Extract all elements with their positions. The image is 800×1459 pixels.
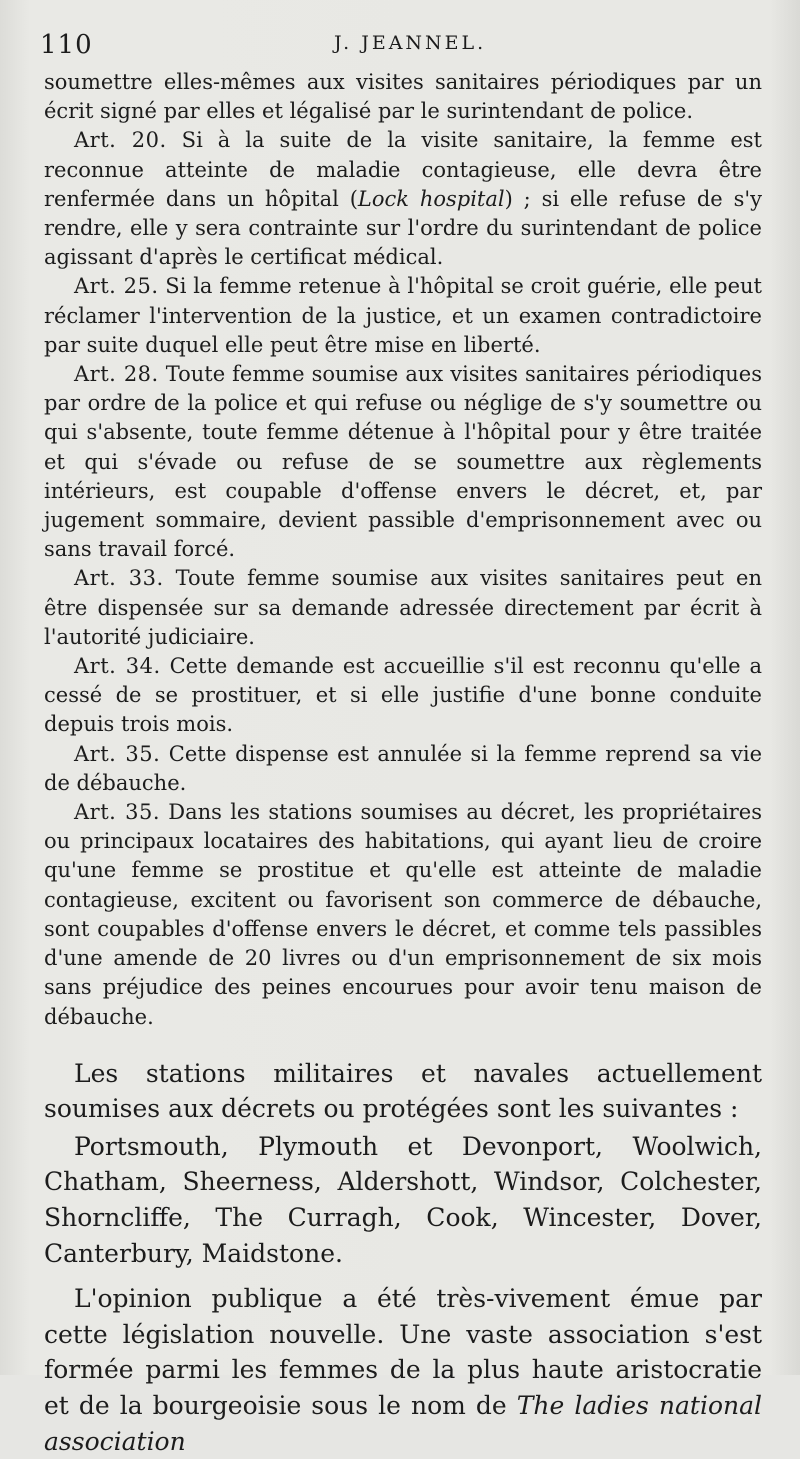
article-25	[44, 272, 762, 360]
article-35b	[44, 798, 762, 1032]
article-text: Si à la suite de la visite sanitaire, la femme est reconnue atteinte de maladie contagieuse, elle devra être renfermée dans un hôpital (	[44, 128, 762, 211]
opinion-paragraph	[44, 1281, 762, 1459]
article-text: Cette demande est accueillie s'il est reconnu qu'elle a cessé de se prostituer, et si elle justifie d'une bonne conduite depuis trois mois.	[44, 654, 762, 737]
commentary	[44, 1056, 762, 1459]
article-label: Art. 34.	[74, 654, 161, 679]
article-italic-term: Lock hospital	[357, 186, 505, 211]
association-name: The ladies national association	[44, 1391, 762, 1456]
article-label: Art. 28.	[74, 362, 159, 387]
article-28	[44, 360, 762, 564]
article-34	[44, 652, 762, 740]
article-text: Cette dispense est annulée si la femme reprend sa vie de débauche.	[44, 741, 763, 795]
article-33	[44, 564, 762, 652]
article-text: Si la femme retenue à l'hôpital se croit guérie, elle peut réclamer l'intervention de la justice, et un examen contradictoire par suite duquel elle peut être mise en liberté.	[44, 274, 762, 357]
article-text: Toute femme soumise aux visites sanitaires peut en être dispensée sur sa demande adressée directement par écrit à l'autorité judiciaire.	[44, 566, 763, 649]
article-label: Art. 35.	[74, 800, 160, 825]
article-label: Art. 25.	[74, 274, 159, 299]
article-35a	[44, 740, 762, 798]
article-text: Dans les stations soumises au décret, les propriétaires ou principaux locataires des habitations, qui ayant lieu de croire qu'une femme se prostitue et qu'elle est atteinte de maladie contagieuse, excitent ou favorisent son commerce de débauche, sont coupables d'offense envers le décret, et comme tels passibles d'une amende de 20 livres ou d'un emprisonnement de six mois sans préjudice des peines encourues pour avoir tenu maison de débauche.	[44, 800, 762, 1029]
continuation-paragraph: soumettre elles-mêmes aux visites sanitaires périodiques par un écrit signé par elles et légalisé par le surintendant de police.	[44, 70, 762, 124]
article-label: Art. 33.	[74, 566, 164, 591]
article-label: Art. 20.	[74, 128, 167, 153]
article-text-after: ) ; si elle refuse de s'y rendre, elle y sera contrainte sur l'ordre du surintendant de police agissant d'après le certificat médical.	[44, 186, 762, 270]
stations-intro: Les stations militaires et navales actuellement soumises aux décrets ou protégées sont les suivantes :	[44, 1058, 762, 1124]
article-text: Toute femme soumise aux visites sanitaires périodiques par ordre de la police et qui refuse ou néglige de s'y soumettre ou qui s'absente, toute femme détenue à l'hôpital pour y être traitée et qui s'évade ou refuse de se soumettre aux règlements intérieurs, est coupable d'offense envers le décret, et, par jugement sommaire, devient passible d'emprisonnement avec ou sans travail forcé.	[44, 362, 762, 562]
stations-list: Portsmouth, Plymouth et Devonport, Woolwich, Chatham, Sheerness, Aldershott, Windsor, Colchester, Shorncliffe, The Curragh, Cook, Wincester, Dover, Canterbury, Maidstone.	[44, 1131, 762, 1268]
page-header	[40, 22, 762, 68]
article-label: Art. 35.	[74, 741, 161, 766]
article-20	[44, 126, 762, 272]
opinion-text: L'opinion publique a été très-vivement émue par cette législation nouvelle. Une vaste association s'est formée parmi les femmes de la plus haute aristocratie et de la bourgeoisie sous le nom de	[44, 1284, 762, 1421]
decree-articles	[44, 68, 762, 1032]
page-number: 110	[40, 30, 93, 60]
running-head: J. JEANNEL.	[334, 32, 487, 54]
